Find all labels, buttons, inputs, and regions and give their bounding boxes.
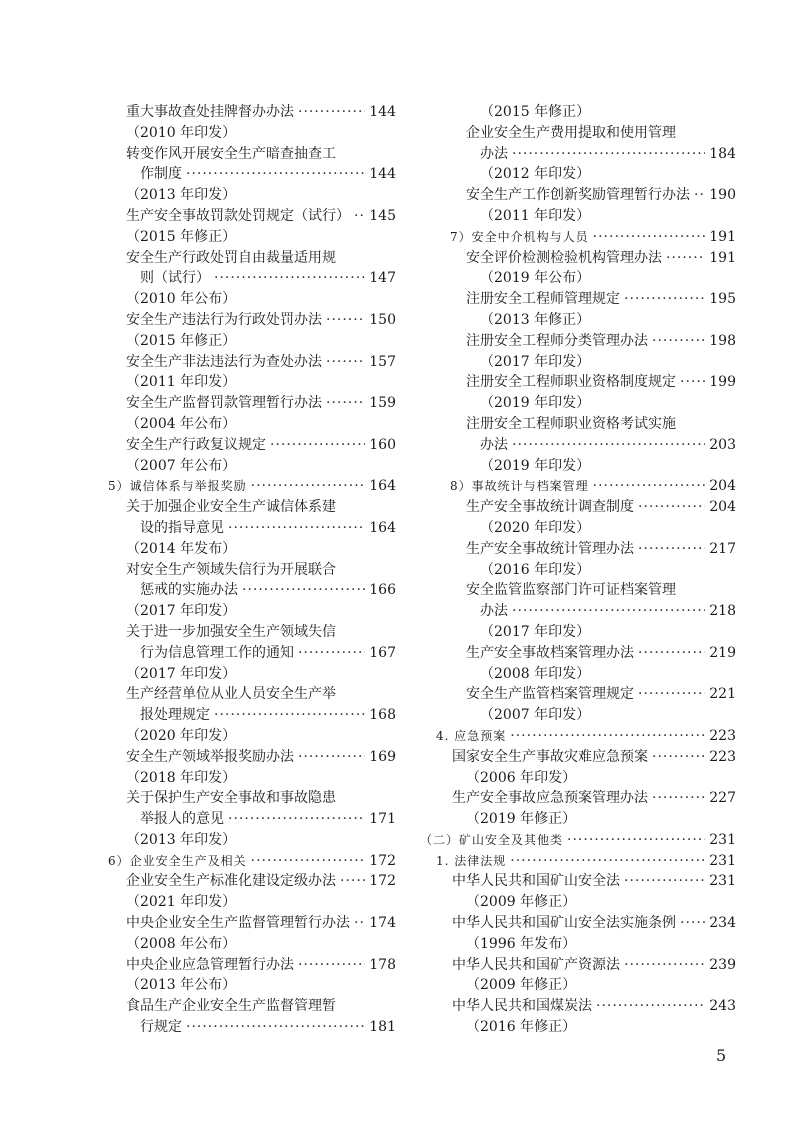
toc-leader-dots: [214, 268, 365, 289]
toc-date-note: [108, 372, 396, 393]
toc-title: 重大事故查处挂牌督办办法: [126, 104, 294, 120]
toc-page-number: 164: [369, 519, 396, 536]
toc-title: 安全生产非法违法行为查处办法: [126, 353, 322, 370]
toc-title: 安全生产监督罚款管理暂行办法: [126, 395, 322, 412]
toc-page-number: 159: [369, 395, 396, 412]
toc-title: （2016 年印发）: [480, 561, 591, 578]
toc-leader-dots: [680, 372, 705, 393]
toc-title: 作制度: [140, 166, 182, 183]
toc-title: （2019 年印发）: [480, 395, 591, 412]
toc-entry: [108, 622, 396, 643]
toc-title: 注册安全工程师职业资格制度规定: [466, 374, 676, 391]
toc-entry: [420, 747, 736, 768]
toc-leader-dots: [298, 747, 365, 768]
toc-leader-dots: [242, 580, 365, 601]
toc-page-number: 168: [369, 707, 396, 724]
toc-date-note: [420, 934, 736, 955]
toc-title: 关于保护生产安全事故和事故隐患: [126, 790, 336, 807]
toc-entry: [420, 539, 736, 560]
toc-date-note: [420, 102, 736, 123]
toc-page-number: 231: [709, 852, 736, 869]
toc-page-number: 174: [369, 915, 396, 932]
toc-page-number: 144: [369, 166, 396, 183]
toc-title: 关于加强企业安全生产诚信体系建: [126, 499, 336, 516]
toc-title: （2017 年印发）: [126, 665, 237, 682]
toc-leader-dots: [638, 497, 705, 518]
toc-page-number: 172: [369, 852, 396, 869]
toc-title: 5）诚信体系与举报奖励: [108, 479, 247, 494]
toc-title: 生产安全事故应急预案管理办法: [452, 790, 648, 807]
toc-title: 则（试行）: [140, 270, 210, 287]
toc-leader-dots: [228, 518, 365, 539]
toc-heading: [420, 476, 736, 497]
toc-leader-dots: [510, 726, 705, 747]
toc-date-note: [420, 892, 736, 913]
toc-date-note: [420, 352, 736, 373]
toc-date-note: [420, 622, 736, 643]
toc-heading: [420, 851, 736, 872]
toc-entry: [108, 684, 396, 705]
toc-title: 安全评价检测检验机构管理办法: [466, 249, 662, 266]
toc-page-number: 191: [709, 228, 736, 245]
toc-page-number: 160: [369, 436, 396, 453]
toc-entry: [108, 268, 396, 289]
toc-title: （2009 年修正）: [466, 894, 577, 911]
toc-page-number: 171: [369, 811, 396, 828]
toc-page-number: 150: [369, 311, 396, 328]
toc-title: 设的指导意见: [140, 519, 224, 536]
toc-title: （2004 年公布）: [126, 415, 237, 432]
toc-entry: [108, 996, 396, 1017]
toc-page-number: 167: [369, 644, 396, 661]
toc-date-note: [420, 518, 736, 539]
toc-date-note: [108, 934, 396, 955]
toc-title: （2016 年修正）: [466, 1019, 577, 1036]
toc-leader-dots: [593, 476, 706, 497]
toc-entry: [108, 643, 396, 664]
toc-leader-dots: [666, 248, 705, 269]
toc-entry: [420, 435, 736, 456]
toc-title: （2019 年修正）: [466, 811, 577, 828]
toc-title: 中华人民共和国煤炭法: [452, 998, 592, 1015]
toc-entry: [420, 913, 736, 934]
toc-title: 国家安全生产事故灾难应急预案: [452, 748, 648, 765]
toc-title: 注册安全工程师管理规定: [466, 291, 620, 308]
toc-entry: [108, 913, 396, 934]
toc-leader-dots: [512, 435, 705, 456]
toc-title: 行为信息管理工作的通知: [140, 644, 294, 661]
toc-title: 中央企业安全生产监督管理暂行办法: [126, 915, 350, 932]
toc-title: 生产安全事故档案管理办法: [466, 644, 634, 661]
toc-entry: [108, 560, 396, 581]
toc-entry: [420, 123, 736, 144]
toc-title: 4. 应急预案: [436, 728, 507, 743]
toc-leader-dots: [638, 643, 705, 664]
toc-title: （2019 年印发）: [480, 457, 591, 474]
toc-title: 生产安全事故统计调查制度: [466, 499, 634, 516]
toc-right-column: [420, 102, 736, 1038]
toc-page-number: 231: [709, 873, 736, 890]
toc-date-note: [420, 310, 736, 331]
toc-title: （2007 年印发）: [480, 707, 591, 724]
toc-entry: [108, 102, 396, 123]
toc-title: 报处理规定: [140, 707, 210, 724]
toc-page-number: 191: [709, 249, 736, 266]
toc-entry: [420, 248, 736, 269]
toc-leader-dots: [228, 809, 365, 830]
toc-date-note: [108, 664, 396, 685]
toc-date-note: [108, 539, 396, 560]
toc-leader-dots: [512, 601, 705, 622]
toc-title: （2006 年印发）: [466, 769, 577, 786]
toc-date-note: [420, 560, 736, 581]
toc-heading: [108, 476, 396, 497]
toc-title: 6）企业安全生产及相关: [108, 853, 247, 868]
toc-leader-dots: [326, 393, 365, 414]
toc-page-number: 203: [709, 436, 736, 453]
toc-leader-dots: [214, 705, 365, 726]
toc-title: （2015 年修正）: [126, 228, 237, 245]
toc-heading: [420, 227, 736, 248]
toc-date-note: [108, 768, 396, 789]
page-number: 5: [716, 1046, 727, 1065]
toc-page-number: 144: [369, 104, 396, 120]
toc-page-number: 218: [709, 603, 736, 620]
toc-date-note: [420, 268, 736, 289]
toc-title: 生产经营单位从业人员安全生产举: [126, 686, 336, 703]
toc-entry: [108, 497, 396, 518]
toc-title: （2012 年印发）: [480, 166, 591, 183]
toc-page-number: 198: [709, 332, 736, 349]
toc-title: （2017 年印发）: [126, 603, 237, 620]
toc-title: （2015 年修正）: [480, 104, 591, 120]
toc-title: （2018 年印发）: [126, 769, 237, 786]
toc-leader-dots: [251, 476, 366, 497]
toc-page-number: 234: [709, 915, 736, 932]
toc-leader-dots: [680, 913, 705, 934]
toc-leader-dots: [326, 352, 365, 373]
toc-title: 关于进一步加强安全生产领域失信: [126, 623, 336, 640]
toc-heading: [420, 830, 736, 851]
toc-date-note: [108, 726, 396, 747]
toc-date-note: [108, 185, 396, 206]
toc-title: （2009 年修正）: [466, 977, 577, 994]
toc-page-number: 184: [709, 145, 736, 162]
toc-page-number: 223: [709, 748, 736, 765]
toc-title: （2020 年印发）: [480, 519, 591, 536]
toc-title: 安全生产监管档案管理规定: [466, 686, 634, 703]
toc-entry: [420, 996, 736, 1017]
toc-title: 食品生产企业安全生产监督管理暂: [126, 998, 336, 1015]
toc-entry: [420, 289, 736, 310]
toc-title: （2013 年印发）: [126, 831, 237, 848]
toc-title: 注册安全工程师职业资格考试实施: [466, 415, 676, 432]
toc-leader-dots: [593, 227, 706, 248]
toc-entry: [108, 164, 396, 185]
toc-date-note: [108, 414, 396, 435]
toc-title: 1. 法律法规: [436, 853, 507, 868]
toc-entry: [108, 393, 396, 414]
toc-leader-dots: [652, 331, 705, 352]
toc-entry: [420, 497, 736, 518]
toc-date-note: [108, 227, 396, 248]
toc-title: 生产安全事故罚款处罚规定（试行）: [126, 207, 350, 224]
toc-entry: [108, 518, 396, 539]
toc-leader-dots: [652, 747, 705, 768]
toc-leader-dots: [354, 913, 365, 934]
toc-leader-dots: [652, 788, 705, 809]
toc-title: 注册安全工程师分类管理办法: [466, 332, 648, 349]
toc-entry: [420, 414, 736, 435]
toc-date-note: [108, 601, 396, 622]
toc-title: （1996 年发布）: [466, 935, 577, 952]
toc-title: （2008 年印发）: [480, 665, 591, 682]
toc-page-number: 227: [709, 790, 736, 807]
toc-leader-dots: [624, 955, 705, 976]
toc-entry: [108, 871, 396, 892]
toc-date-note: [420, 975, 736, 996]
toc-leader-dots: [624, 871, 705, 892]
toc-title: 办法: [480, 145, 508, 162]
toc-entry: [108, 206, 396, 227]
toc-title: 企业安全生产标准化建设定级办法: [126, 873, 336, 890]
toc-page-number: 169: [369, 748, 396, 765]
toc-date-note: [420, 393, 736, 414]
toc-date-note: [420, 1017, 736, 1038]
toc-date-note: [108, 830, 396, 851]
toc-page-number: 231: [709, 831, 736, 848]
toc-page-number: 145: [369, 207, 396, 224]
toc-date-note: [108, 892, 396, 913]
toc-entry: [108, 352, 396, 373]
toc-entry: [420, 871, 736, 892]
toc-title: 办法: [480, 603, 508, 620]
toc-leader-dots: [512, 144, 705, 165]
toc-entry: [420, 580, 736, 601]
toc-leader-dots: [270, 435, 365, 456]
toc-entry: [108, 1017, 396, 1038]
toc-title: 举报人的意见: [140, 811, 224, 828]
toc-entry: [420, 185, 736, 206]
toc-leader-dots: [298, 102, 365, 123]
toc-title: （2013 年印发）: [126, 187, 237, 204]
toc-page-number: 157: [369, 353, 396, 370]
toc-page-number: 199: [709, 374, 736, 391]
toc-left-column: [108, 102, 396, 1038]
toc-title: 中华人民共和国矿产资源法: [452, 956, 620, 973]
toc-date-note: [420, 768, 736, 789]
toc-entry: [108, 747, 396, 768]
toc-page-number: 147: [369, 270, 396, 287]
toc-entry: [420, 331, 736, 352]
toc-title: 安全生产工作创新奖励管理暂行办法: [466, 187, 690, 204]
toc-leader-dots: [354, 206, 365, 227]
toc-heading: [108, 851, 396, 872]
toc-title: 对安全生产领域失信行为开展联合: [126, 561, 336, 578]
toc-entry: [108, 705, 396, 726]
toc-title: 安全生产行政复议规定: [126, 436, 266, 453]
toc-date-note: [108, 975, 396, 996]
toc-leader-dots: [298, 955, 365, 976]
toc-title: （2010 年印发）: [126, 124, 237, 141]
toc-page-number: 217: [709, 540, 736, 557]
toc-title: 安全生产领域举报奖励办法: [126, 748, 294, 765]
toc-entry: [420, 684, 736, 705]
toc-page-number: 190: [709, 187, 736, 204]
toc-page-number: 204: [709, 478, 736, 495]
toc-date-note: [108, 123, 396, 144]
toc-leader-dots: [624, 289, 705, 310]
toc-entry: [108, 144, 396, 165]
toc-leader-dots: [186, 164, 365, 185]
toc-heading: [420, 726, 736, 747]
toc-title: （2013 年公布）: [126, 977, 237, 994]
toc-title: 惩戒的实施办法: [140, 582, 238, 599]
toc-entry: [108, 788, 396, 809]
toc-title: 办法: [480, 436, 508, 453]
toc-title: （2020 年印发）: [126, 727, 237, 744]
toc-title: 转变作风开展安全生产暗查抽查工: [126, 145, 336, 162]
toc-date-note: [420, 809, 736, 830]
toc-title: （2017 年印发）: [480, 623, 591, 640]
toc-page-number: 164: [369, 478, 396, 495]
toc-leader-dots: [638, 684, 705, 705]
toc-leader-dots: [186, 1017, 365, 1038]
toc-page-number: 221: [709, 686, 736, 703]
toc-page-number: 195: [709, 291, 736, 308]
toc-title: （2021 年印发）: [126, 894, 237, 911]
toc-leader-dots: [298, 643, 365, 664]
toc-date-note: [420, 705, 736, 726]
toc-page-number: 243: [709, 998, 736, 1015]
toc-date-note: [420, 164, 736, 185]
toc-title: （2014 年发布）: [126, 540, 237, 557]
toc-date-note: [420, 456, 736, 477]
toc-title: 行规定: [140, 1019, 182, 1036]
toc-entry: [420, 788, 736, 809]
toc-title: 8）事故统计与档案管理: [450, 479, 589, 494]
toc-entry: [108, 809, 396, 830]
toc-page-number: 172: [369, 873, 396, 890]
toc-page-number: 223: [709, 727, 736, 744]
toc-page-number: 239: [709, 956, 736, 973]
toc-title: 安全生产行政处罚自由裁量适用规: [126, 249, 336, 266]
toc-title: （2019 年公布）: [480, 270, 591, 287]
toc-title: （二）矿山安全及其他类: [420, 832, 564, 847]
toc-leader-dots: [694, 185, 705, 206]
toc-title: （2011 年印发）: [480, 207, 591, 224]
toc-leader-dots: [596, 996, 705, 1017]
toc-leader-dots: [340, 871, 365, 892]
toc-date-note: [108, 289, 396, 310]
toc-title: （2011 年印发）: [126, 374, 237, 391]
toc-leader-dots: [638, 539, 705, 560]
toc-leader-dots: [510, 851, 705, 872]
toc-entry: [108, 248, 396, 269]
toc-title: （2013 年修正）: [480, 311, 591, 328]
toc-page-number: 166: [369, 582, 396, 599]
toc-leader-dots: [567, 830, 705, 851]
toc-title: 中华人民共和国矿山安全法实施条例: [452, 915, 676, 932]
toc-title: 企业安全生产费用提取和使用管理: [466, 124, 676, 141]
toc-leader-dots: [251, 851, 366, 872]
toc-title: 中华人民共和国矿山安全法: [452, 873, 620, 890]
toc-title: 安全生产违法行为行政处罚办法: [126, 311, 322, 328]
toc-entry: [108, 310, 396, 331]
toc-title: 生产安全事故统计管理办法: [466, 540, 634, 557]
toc-page-number: 204: [709, 499, 736, 516]
toc-title: （2007 年公布）: [126, 457, 237, 474]
toc-date-note: [420, 664, 736, 685]
toc-title: 7）安全中介机构与人员: [450, 229, 589, 244]
toc-title: 中央企业应急管理暂行办法: [126, 956, 294, 973]
toc-date-note: [108, 331, 396, 352]
toc-entry: [420, 372, 736, 393]
toc-page-number: 178: [369, 956, 396, 973]
toc-title: （2017 年印发）: [480, 353, 591, 370]
toc-entry: [420, 144, 736, 165]
toc-title: 安全监管监察部门许可证档案管理: [466, 582, 676, 599]
toc-entry: [420, 601, 736, 622]
toc-entry: [108, 435, 396, 456]
toc-page-number: 219: [709, 644, 736, 661]
toc-title: （2010 年公布）: [126, 291, 237, 308]
toc-entry: [108, 955, 396, 976]
toc-entry: [108, 580, 396, 601]
toc-page-number: 181: [369, 1019, 396, 1036]
toc-title: （2008 年公布）: [126, 935, 237, 952]
toc-entry: [420, 955, 736, 976]
toc-title: （2015 年修正）: [126, 332, 237, 349]
toc-leader-dots: [326, 310, 365, 331]
toc-date-note: [108, 456, 396, 477]
toc-date-note: [420, 206, 736, 227]
toc-entry: [420, 643, 736, 664]
